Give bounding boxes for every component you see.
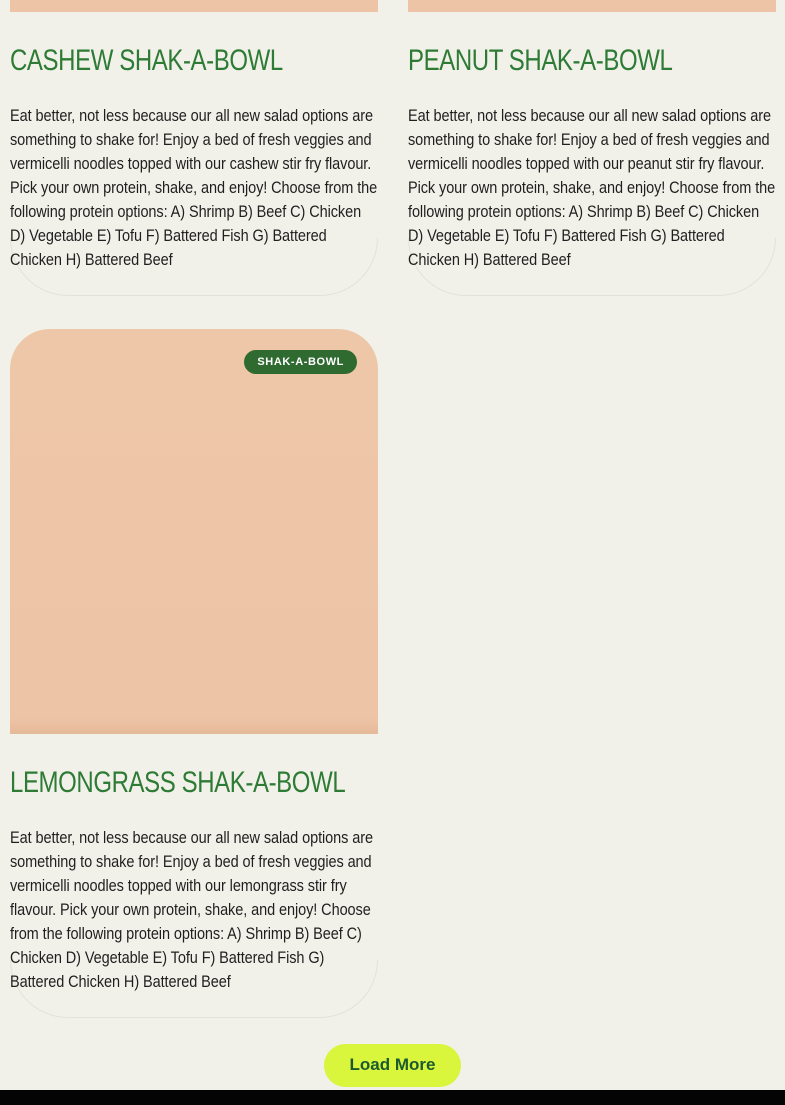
menu-card-lemongrass bbox=[10, 329, 378, 1018]
card-title-cashew: CASHEW SHAK-A-BOWL bbox=[10, 44, 283, 77]
menu-column-right bbox=[408, 0, 776, 1018]
menu-column-left bbox=[10, 0, 378, 1018]
previous-card-image-bottom bbox=[10, 0, 378, 12]
card-description-peanut: Eat better, not less because our all new salad options are something to shake for! Enjoy a bed of fresh veggies and vermicelli noodles topped with our peanut stir fry flavour. Pick your own protein, shake, and enjoy! Choose from the following protein options: A) Shrimp B) Beef C) Chicken D) Vegetable E) Tofu F) Battered Fish G) Battered Chicken H) Battered Beef bbox=[408, 107, 776, 269]
menu-card-peanut bbox=[408, 44, 776, 296]
card-description-cashew: Eat better, not less because our all new salad options are something to shake for! Enjoy a bed of fresh veggies and vermicelli noodles topped with our cashew stir fry flavour. Pick your own protein, shake, and enjoy! Choose from the following protein options: A) Shrimp B) Beef C) Chicken D) Vegetable E) Tofu F) Battered Fish G) Battered Chicken H) Battered Beef bbox=[10, 107, 378, 269]
previous-card-image-bottom bbox=[408, 0, 776, 12]
load-more-section bbox=[0, 1044, 785, 1087]
card-title-lemongrass: LEMONGRASS SHAK-A-BOWL bbox=[10, 766, 346, 799]
food-image-lemongrass bbox=[10, 329, 378, 734]
category-badge[interactable]: SHAK-A-BOWL bbox=[244, 350, 357, 374]
card-title-peanut: PEANUT SHAK-A-BOWL bbox=[408, 44, 673, 77]
menu-card-cashew bbox=[10, 44, 378, 296]
load-more-button[interactable]: Load More bbox=[324, 1044, 462, 1087]
footer-bar bbox=[0, 1090, 785, 1105]
card-description-lemongrass: Eat better, not less because our all new salad options are something to shake for! Enjoy a bed of fresh veggies and vermicelli noodles topped with our lemongrass stir fry flavour. Pick your own protein, shake, and enjoy! Choose from the following protein options: A) Shrimp B) Beef C) Chicken D) Vegetable E) Tofu F) Battered Fish G) Battered Chicken H) Battered Beef bbox=[10, 829, 373, 991]
